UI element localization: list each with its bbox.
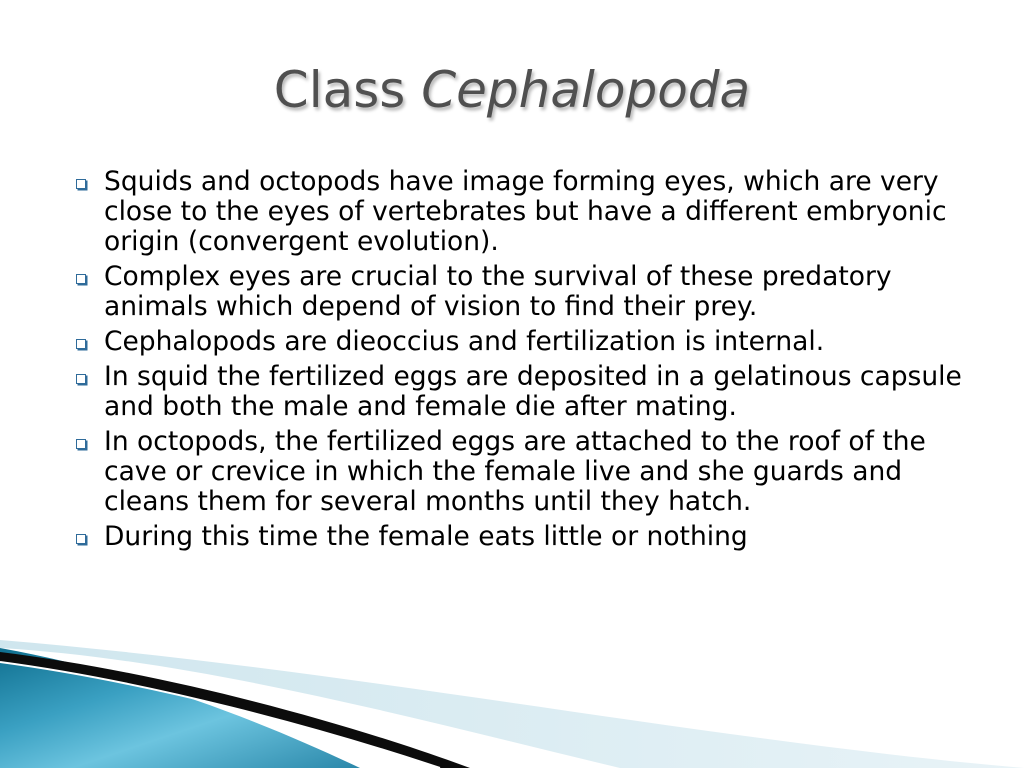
decorative-wave-graphic xyxy=(0,600,1024,768)
bullet-item xyxy=(73,522,973,552)
hollow-square-bullet-icon xyxy=(76,339,86,349)
hollow-square-bullet-icon xyxy=(76,439,86,449)
slide-title xyxy=(0,58,1024,122)
bullet-text: In octopods, the fertilized eggs are attached to the roof of the cave or crevice in which the female live and she guards and cleans them for several months until they hatch. xyxy=(104,426,926,517)
hollow-square-bullet-icon xyxy=(76,274,86,284)
bullet-list xyxy=(73,167,973,557)
bullet-item xyxy=(73,262,973,322)
bullet-text: Cephalopods are dieoccius and fertilization is internal. xyxy=(104,326,825,357)
bullet-item xyxy=(73,327,973,357)
hollow-square-bullet-icon xyxy=(76,534,86,544)
bullet-item xyxy=(73,427,973,517)
title-italic-text: Cephalopoda xyxy=(421,61,751,119)
hollow-square-bullet-icon xyxy=(76,374,86,384)
bullet-text: During this time the female eats little or nothing xyxy=(104,521,748,552)
bullet-text: In squid the fertilized eggs are deposited in a gelatinous capsule and both the male and female die after mating. xyxy=(104,361,962,422)
bullet-item xyxy=(73,167,973,257)
hollow-square-bullet-icon xyxy=(76,179,86,189)
title-regular-text: Class xyxy=(273,61,406,119)
bullet-text: Squids and octopods have image forming eyes, which are very close to the eyes of vertebrates but have a different embryonic origin (convergent evolution). xyxy=(104,166,947,257)
bullet-item xyxy=(73,362,973,422)
bullet-text: Complex eyes are crucial to the survival of these predatory animals which depend of vision to find their prey. xyxy=(104,261,892,322)
